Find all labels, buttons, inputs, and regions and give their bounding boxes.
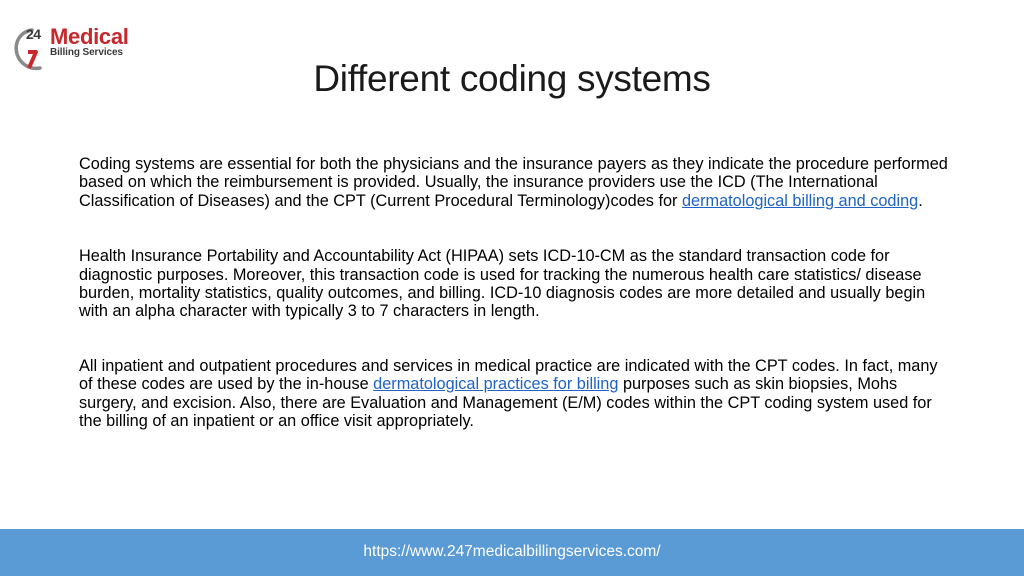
slide-title: Different coding systems [313,58,711,99]
logo-tagline: Billing Services [50,47,123,58]
slide-body [79,155,949,430]
paragraph-text-end: purposes such as skin biopsies, Mohs surgery, and excision. Also, there are Evaluation and Management (E/M) codes within the CPT coding system used for the billing of an inpatient or an office visit appropriately. [79,375,932,431]
paragraph-text-end: . [918,191,923,210]
paragraph-text: Coding systems are essential for both the physicians and the insurance payers as they indicate the procedure performed based on which the reimbursement is provided. Usually, the insurance providers use the ICD (The International Classification of Diseases) and the CPT (Current Procedural Terminology)codes for [79,155,948,210]
paragraph-hipaa: Health Insurance Portability and Accountability Act (HIPAA) sets ICD-10-CM as the standard transaction code for diagnostic purposes. Moreover, this transaction code is used for tracking the numerous health care statistics/ disease burden, mortality statistics, quality outcomes, and billing. ICD-10 diagnosis codes are more detailed and usually begin with an alpha character with typically 3 to 7 characters in length. [79,247,926,321]
logo-number: 24 [26,26,41,42]
dermatological-billing-link[interactable]: dermatological billing and coding [681,191,919,210]
footer-url[interactable]: https://www.247medicalbillingservices.com/ [363,543,661,560]
logo-brand: Medical [50,24,129,49]
paragraph-text: All inpatient and outpatient procedures and services in medical practice are indicated with the CPT codes. In fact, many of these codes are used by the in-house [79,356,938,394]
dermatological-practices-link[interactable]: dermatological practices for billing [373,375,619,394]
paragraph-coding-systems [79,155,949,210]
paragraph-cpt [79,357,949,431]
footer-bar [0,529,1024,576]
